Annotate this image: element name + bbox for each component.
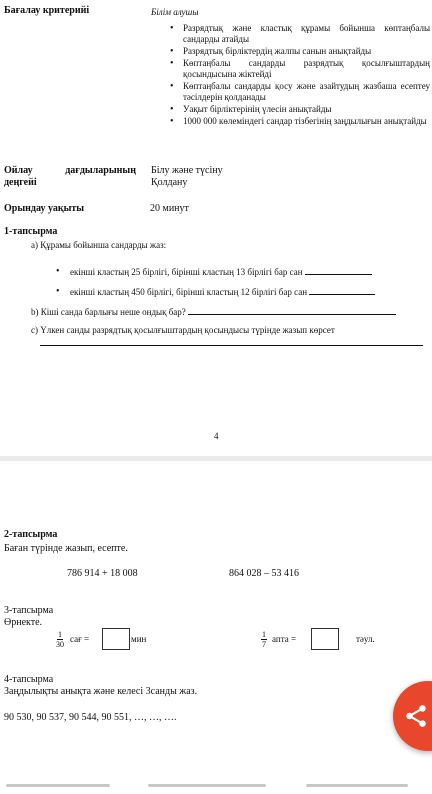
page-number: 4 (214, 431, 219, 441)
answer-box-days[interactable] (311, 628, 339, 650)
criteria-item: • 1000 000 көлеміндегі сандар тізбегінің заңдылығын анықтайды (168, 116, 430, 127)
criteria-item: • Уақыт бірліктерінің үлесін анықтайды (168, 104, 430, 115)
goal-heading: Білім алушы (151, 7, 199, 17)
answer-line[interactable] (188, 306, 396, 315)
task3-result2: тәул. (356, 634, 375, 644)
answer-line[interactable] (40, 345, 423, 346)
fraction-1-30 (56, 630, 64, 649)
fraction-numerator: 1 (262, 630, 266, 639)
task3-unit2: апта = (272, 634, 297, 644)
task1-bullet1 (70, 266, 372, 278)
criteria-item: • Көптаңбалы сандарды разрядтық қосылғыштардың қосындысына жіктейді (168, 58, 430, 80)
task1-bullet1-text: екінші кластың 25 бірлігі, бірінші кластың 13 бірлігі бар сан (70, 267, 303, 277)
task3-result1: мин (131, 634, 147, 644)
skills-label-line1: Ойлау дағдыларының (4, 165, 136, 176)
task4-title: 4-тапсырма (4, 674, 54, 685)
page-divider (0, 456, 432, 461)
criteria-item: • Разрядтық бірліктердің жалпы санын анықтайды (168, 46, 430, 57)
share-button[interactable] (393, 681, 432, 751)
task1-title: 1-тапсырма (4, 226, 58, 237)
fraction-1-7 (261, 630, 267, 649)
answer-line[interactable] (309, 286, 375, 295)
fraction-denominator: 30 (56, 640, 64, 649)
task1-a: а) Құрамы бойынша сандарды жаз: (31, 240, 167, 250)
criteria-item: • Разрядтық және кластық құрамы бойынша көптаңбалы сандарды атайды (168, 23, 430, 45)
skills-value-line1: Білу және түсіну (151, 165, 223, 176)
task2-expr1: 786 914 + 18 008 (67, 568, 138, 579)
share-icon (403, 703, 429, 729)
criteria-item: • Көптаңбалы сандарды қосу және азайтудың жазбаша есептеу тәсілдерін қолданады (168, 81, 430, 103)
time-value: 20 минут (150, 203, 189, 214)
task2-instruction: Баған түрінде жазып, есепте. (4, 543, 128, 554)
task1-c: c) Үлкен санды разрядтық қосылғыштардың қосындысы түрінде жазып көрсет (31, 325, 335, 335)
task4-instruction: Заңдылықты анықта және келесі 3санды жаз. (4, 686, 198, 697)
bottom-bar-segment (306, 784, 408, 787)
criteria-label: Бағалау критерийі (4, 5, 90, 16)
skills-label-line2: деңгейі (4, 177, 37, 188)
time-label: Орындау уақыты (4, 203, 85, 214)
bottom-bar-segment (148, 784, 266, 787)
task3-title: 3-тапсырма (4, 605, 54, 616)
task2-title: 2-тапсырма (4, 529, 58, 540)
answer-box-minutes[interactable] (102, 628, 130, 650)
fraction-numerator: 1 (58, 630, 62, 639)
fraction-denominator: 7 (262, 640, 266, 649)
criteria-list (168, 23, 430, 128)
task1-b (31, 306, 396, 318)
task3-unit1: сағ = (70, 634, 90, 644)
task4-sequence: 90 530, 90 537, 90 544, 90 551, …, …, …. (4, 712, 177, 723)
skills-value-line2: Қолдану (151, 177, 188, 188)
answer-line[interactable] (305, 266, 372, 275)
task1-b-text: b) Кіші санда барлығы неше ондық бар? (31, 307, 186, 317)
bottom-bar-segment (6, 784, 110, 787)
task2-expr2: 864 028 – 53 416 (229, 568, 299, 579)
task1-bullet2-text: екінші кластың 450 бірлігі, бірінші кластың 12 бірлігі бар сан (70, 287, 308, 297)
task1-bullet2 (70, 286, 375, 298)
task3-instruction: Өрнекте. (4, 617, 43, 628)
